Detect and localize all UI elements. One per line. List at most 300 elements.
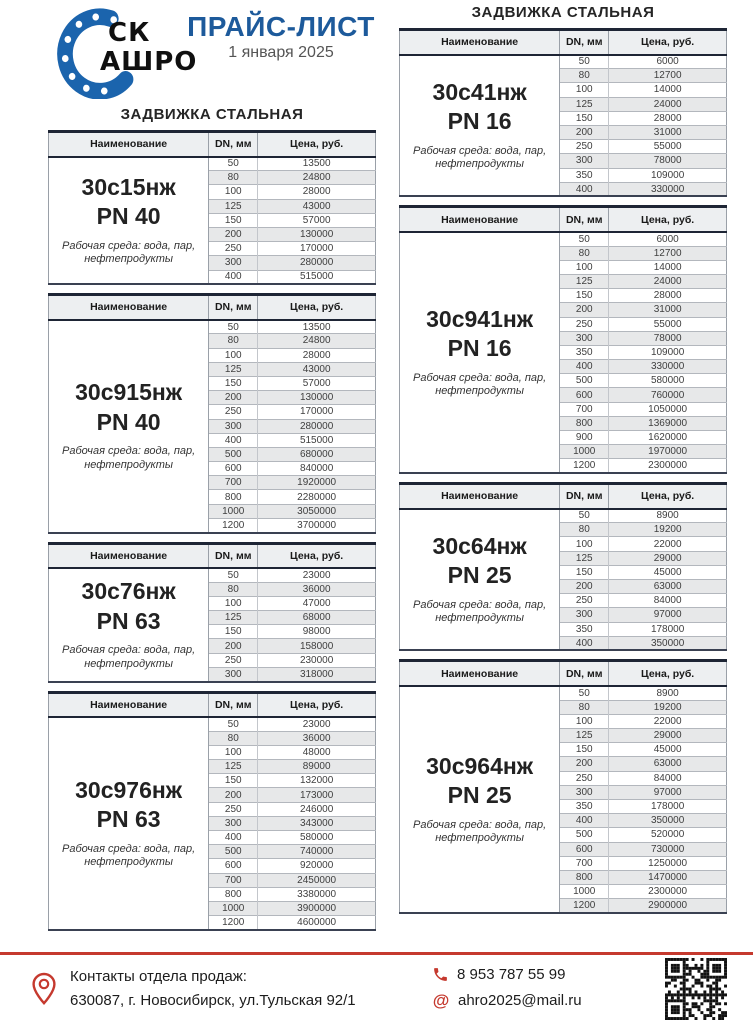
left-tables-container bbox=[48, 130, 376, 931]
phone-icon bbox=[432, 966, 449, 983]
price-cell: 1920000 bbox=[258, 476, 376, 490]
product-name-cell bbox=[400, 686, 560, 913]
table-header-row bbox=[400, 484, 727, 509]
price-cell: 97000 bbox=[609, 608, 727, 622]
table-header-dn: DN, мм bbox=[560, 484, 609, 509]
product-name: 30с941нж bbox=[426, 305, 534, 332]
dn-cell: 100 bbox=[209, 596, 258, 610]
dn-cell: 1200 bbox=[560, 899, 609, 913]
dn-cell: 200 bbox=[560, 125, 609, 139]
left-column bbox=[48, 3, 376, 939]
price-cell: 78000 bbox=[609, 154, 727, 168]
dn-cell: 100 bbox=[560, 83, 609, 97]
table-header-row bbox=[400, 207, 727, 232]
price-cell: 920000 bbox=[258, 859, 376, 873]
product-pn: PN 25 bbox=[447, 562, 512, 589]
price-cell: 19200 bbox=[609, 700, 727, 714]
price-cell: 350000 bbox=[609, 636, 727, 650]
price-cell: 330000 bbox=[609, 182, 727, 196]
product-pn: PN 16 bbox=[447, 335, 512, 362]
dn-cell: 400 bbox=[560, 360, 609, 374]
product-name-cell bbox=[400, 232, 560, 473]
product-note: Рабочая среда: вода, пар, нефтепродукты bbox=[413, 598, 547, 625]
dn-cell: 100 bbox=[560, 260, 609, 274]
price-cell: 8900 bbox=[609, 686, 727, 700]
price-table bbox=[399, 28, 727, 197]
price-cell: 12700 bbox=[609, 246, 727, 260]
price-cell: 2280000 bbox=[258, 490, 376, 504]
dn-cell: 50 bbox=[209, 320, 258, 334]
dn-cell: 250 bbox=[209, 405, 258, 419]
dn-cell: 200 bbox=[209, 227, 258, 241]
dn-cell: 50 bbox=[560, 55, 609, 69]
dn-cell: 800 bbox=[209, 887, 258, 901]
price-cell: 280000 bbox=[258, 256, 376, 270]
footer-phone-email bbox=[432, 963, 647, 1014]
table-header-dn: DN, мм bbox=[560, 207, 609, 232]
dn-cell: 50 bbox=[560, 509, 609, 523]
page-title: ПРАЙС-ЛИСТ bbox=[187, 11, 375, 42]
price-cell: 2300000 bbox=[609, 885, 727, 899]
price-cell: 45000 bbox=[609, 743, 727, 757]
price-table bbox=[399, 205, 727, 474]
dn-cell: 400 bbox=[209, 270, 258, 284]
price-cell: 14000 bbox=[609, 260, 727, 274]
price-cell: 13500 bbox=[258, 320, 376, 334]
dn-cell: 800 bbox=[560, 870, 609, 884]
document-header bbox=[48, 3, 376, 100]
price-cell: 24000 bbox=[609, 97, 727, 111]
table-header-name: Наименование bbox=[400, 661, 560, 686]
table-row bbox=[400, 509, 727, 523]
price-cell: 97000 bbox=[609, 785, 727, 799]
price-cell: 36000 bbox=[258, 582, 376, 596]
price-cell: 12700 bbox=[609, 69, 727, 83]
dn-cell: 400 bbox=[560, 814, 609, 828]
dn-cell: 80 bbox=[209, 334, 258, 348]
dn-cell: 700 bbox=[560, 856, 609, 870]
table-header-name: Наименование bbox=[49, 295, 209, 320]
dn-cell: 80 bbox=[560, 523, 609, 537]
dn-cell: 300 bbox=[560, 785, 609, 799]
dn-cell: 100 bbox=[560, 714, 609, 728]
price-cell: 28000 bbox=[609, 111, 727, 125]
product-name: 30с976нж bbox=[75, 776, 183, 803]
price-cell: 580000 bbox=[258, 831, 376, 845]
price-cell: 29000 bbox=[609, 729, 727, 743]
price-cell: 4600000 bbox=[258, 916, 376, 930]
dn-cell: 350 bbox=[560, 622, 609, 636]
product-note: Рабочая среда: вода, пар, нефтепродукты bbox=[413, 818, 547, 845]
dn-cell: 125 bbox=[209, 611, 258, 625]
product-note: Рабочая среда: вода, пар, нефтепродукты bbox=[62, 643, 196, 670]
price-cell: 1050000 bbox=[609, 402, 727, 416]
dn-cell: 1000 bbox=[209, 901, 258, 915]
price-cell: 22000 bbox=[609, 537, 727, 551]
dn-cell: 150 bbox=[209, 625, 258, 639]
dn-cell: 600 bbox=[209, 859, 258, 873]
dn-cell: 400 bbox=[209, 831, 258, 845]
dn-cell: 500 bbox=[209, 845, 258, 859]
table-header-price: Цена, руб. bbox=[258, 543, 376, 568]
price-cell: 2900000 bbox=[609, 899, 727, 913]
price-cell: 130000 bbox=[258, 227, 376, 241]
table-row bbox=[49, 568, 376, 582]
price-cell: 3380000 bbox=[258, 887, 376, 901]
price-cell: 280000 bbox=[258, 419, 376, 433]
price-cell: 2300000 bbox=[609, 459, 727, 473]
dn-cell: 80 bbox=[209, 582, 258, 596]
dn-cell: 200 bbox=[560, 757, 609, 771]
price-cell: 43000 bbox=[258, 199, 376, 213]
dn-cell: 1000 bbox=[560, 445, 609, 459]
price-cell: 2450000 bbox=[258, 873, 376, 887]
dn-cell: 400 bbox=[560, 636, 609, 650]
dn-cell: 250 bbox=[560, 140, 609, 154]
table-header-row bbox=[49, 543, 376, 568]
dn-cell: 300 bbox=[560, 154, 609, 168]
price-list-date: 1 января 2025 bbox=[228, 44, 334, 61]
price-cell: 57000 bbox=[258, 213, 376, 227]
price-cell: 29000 bbox=[609, 551, 727, 565]
dn-cell: 200 bbox=[209, 788, 258, 802]
dn-cell: 300 bbox=[209, 256, 258, 270]
dn-cell: 50 bbox=[209, 157, 258, 171]
price-cell: 28000 bbox=[258, 185, 376, 199]
product-pn: PN 40 bbox=[96, 408, 161, 435]
price-table bbox=[399, 659, 727, 914]
price-cell: 19200 bbox=[609, 523, 727, 537]
dn-cell: 80 bbox=[560, 246, 609, 260]
price-cell: 31000 bbox=[609, 125, 727, 139]
table-header-row bbox=[49, 692, 376, 717]
price-table bbox=[399, 482, 727, 651]
price-cell: 1369000 bbox=[609, 416, 727, 430]
dn-cell: 80 bbox=[560, 69, 609, 83]
price-cell: 3050000 bbox=[258, 504, 376, 518]
table-header-dn: DN, мм bbox=[209, 132, 258, 157]
price-cell: 24000 bbox=[609, 274, 727, 288]
table-header-price: Цена, руб. bbox=[609, 484, 727, 509]
product-name: 30с76нж bbox=[81, 578, 176, 605]
footer-contacts-block bbox=[30, 965, 432, 1012]
price-cell: 109000 bbox=[609, 168, 727, 182]
product-name-cell bbox=[400, 509, 560, 651]
dn-cell: 150 bbox=[560, 289, 609, 303]
dn-cell: 250 bbox=[209, 653, 258, 667]
dn-cell: 200 bbox=[209, 391, 258, 405]
price-cell: 515000 bbox=[258, 433, 376, 447]
product-name: 30с15нж bbox=[81, 173, 176, 200]
dn-cell: 600 bbox=[560, 842, 609, 856]
dn-cell: 125 bbox=[560, 551, 609, 565]
price-cell: 48000 bbox=[258, 745, 376, 759]
price-cell: 840000 bbox=[258, 462, 376, 476]
price-cell: 520000 bbox=[609, 828, 727, 842]
dn-cell: 700 bbox=[209, 476, 258, 490]
right-column bbox=[399, 3, 727, 922]
dn-cell: 350 bbox=[560, 799, 609, 813]
price-cell: 63000 bbox=[609, 580, 727, 594]
footer bbox=[0, 952, 753, 1024]
table-row bbox=[400, 686, 727, 700]
table-header-name: Наименование bbox=[400, 30, 560, 55]
dn-cell: 150 bbox=[209, 376, 258, 390]
dn-cell: 100 bbox=[209, 348, 258, 362]
table-header-price: Цена, руб. bbox=[609, 207, 727, 232]
logo-line1: СК bbox=[108, 18, 151, 48]
price-cell: 89000 bbox=[258, 760, 376, 774]
product-note: Рабочая среда: вода, пар, нефтепродукты bbox=[62, 842, 196, 869]
product-name-cell bbox=[49, 320, 209, 533]
price-cell: 318000 bbox=[258, 667, 376, 681]
table-header-dn: DN, мм bbox=[209, 295, 258, 320]
dn-cell: 50 bbox=[209, 717, 258, 731]
email-address[interactable]: ahro2025@mail.ru bbox=[458, 991, 582, 1009]
dn-cell: 500 bbox=[209, 447, 258, 461]
table-header-dn: DN, мм bbox=[560, 30, 609, 55]
table-header-row bbox=[400, 661, 727, 686]
table-header-price: Цена, руб. bbox=[258, 295, 376, 320]
table-header-price: Цена, руб. bbox=[258, 692, 376, 717]
product-note: Рабочая среда: вода, пар, нефтепродукты bbox=[413, 371, 547, 398]
price-cell: 28000 bbox=[258, 348, 376, 362]
price-cell: 98000 bbox=[258, 625, 376, 639]
dn-cell: 500 bbox=[560, 374, 609, 388]
price-cell: 178000 bbox=[609, 799, 727, 813]
dn-cell: 80 bbox=[209, 731, 258, 745]
price-cell: 173000 bbox=[258, 788, 376, 802]
dn-cell: 50 bbox=[560, 686, 609, 700]
dn-cell: 350 bbox=[560, 345, 609, 359]
price-cell: 109000 bbox=[609, 345, 727, 359]
dn-cell: 50 bbox=[560, 232, 609, 246]
product-name-cell bbox=[400, 55, 560, 197]
dn-cell: 250 bbox=[560, 771, 609, 785]
dn-cell: 500 bbox=[560, 828, 609, 842]
price-cell: 170000 bbox=[258, 242, 376, 256]
price-table bbox=[48, 542, 376, 683]
table-header-dn: DN, мм bbox=[209, 543, 258, 568]
price-cell: 63000 bbox=[609, 757, 727, 771]
price-cell: 24800 bbox=[258, 334, 376, 348]
dn-cell: 1000 bbox=[560, 885, 609, 899]
dn-cell: 125 bbox=[560, 97, 609, 111]
table-header-row bbox=[49, 295, 376, 320]
dn-cell: 200 bbox=[560, 303, 609, 317]
dn-cell: 350 bbox=[560, 168, 609, 182]
right-tables-container bbox=[399, 28, 727, 914]
location-pin-icon bbox=[30, 969, 58, 1009]
price-cell: 343000 bbox=[258, 816, 376, 830]
product-pn: PN 25 bbox=[447, 782, 512, 809]
price-cell: 47000 bbox=[258, 596, 376, 610]
product-name: 30с915нж bbox=[75, 379, 183, 406]
price-cell: 580000 bbox=[609, 374, 727, 388]
price-cell: 178000 bbox=[609, 622, 727, 636]
price-cell: 31000 bbox=[609, 303, 727, 317]
price-table bbox=[48, 691, 376, 931]
price-cell: 6000 bbox=[609, 232, 727, 246]
price-cell: 43000 bbox=[258, 362, 376, 376]
dn-cell: 1000 bbox=[209, 504, 258, 518]
dn-cell: 125 bbox=[560, 729, 609, 743]
at-icon: @ bbox=[432, 990, 450, 1010]
dn-cell: 800 bbox=[209, 490, 258, 504]
price-cell: 84000 bbox=[609, 594, 727, 608]
dn-cell: 150 bbox=[560, 111, 609, 125]
dn-cell: 300 bbox=[209, 419, 258, 433]
price-cell: 84000 bbox=[609, 771, 727, 785]
table-header-name: Наименование bbox=[49, 132, 209, 157]
dn-cell: 300 bbox=[209, 816, 258, 830]
email-row bbox=[432, 987, 647, 1014]
phone-row bbox=[432, 963, 647, 987]
price-cell: 68000 bbox=[258, 611, 376, 625]
table-row bbox=[49, 320, 376, 334]
product-pn: PN 63 bbox=[96, 607, 161, 634]
price-cell: 230000 bbox=[258, 653, 376, 667]
price-cell: 1250000 bbox=[609, 856, 727, 870]
section-heading-right: ЗАДВИЖКА СТАЛЬНАЯ bbox=[471, 4, 655, 21]
logo-text bbox=[100, 18, 198, 77]
product-pn: PN 63 bbox=[96, 806, 161, 833]
product-name: 30с64нж bbox=[432, 532, 527, 559]
price-cell: 130000 bbox=[258, 391, 376, 405]
dn-cell: 400 bbox=[560, 182, 609, 196]
dn-cell: 100 bbox=[209, 745, 258, 759]
price-cell: 23000 bbox=[258, 717, 376, 731]
dn-cell: 1200 bbox=[209, 518, 258, 532]
price-cell: 350000 bbox=[609, 814, 727, 828]
dn-cell: 250 bbox=[560, 317, 609, 331]
price-cell: 8900 bbox=[609, 509, 727, 523]
price-cell: 57000 bbox=[258, 376, 376, 390]
table-row bbox=[400, 232, 727, 246]
price-cell: 330000 bbox=[609, 360, 727, 374]
price-cell: 740000 bbox=[258, 845, 376, 859]
price-cell: 55000 bbox=[609, 317, 727, 331]
price-cell: 170000 bbox=[258, 405, 376, 419]
price-cell: 3900000 bbox=[258, 901, 376, 915]
dn-cell: 300 bbox=[560, 331, 609, 345]
dn-cell: 700 bbox=[209, 873, 258, 887]
dn-cell: 200 bbox=[560, 580, 609, 594]
product-name-cell bbox=[49, 568, 209, 682]
title-block bbox=[186, 3, 376, 62]
dn-cell: 100 bbox=[209, 185, 258, 199]
dn-cell: 125 bbox=[209, 199, 258, 213]
phone-number[interactable]: 8 953 787 55 99 bbox=[457, 965, 566, 983]
price-cell: 78000 bbox=[609, 331, 727, 345]
dn-cell: 50 bbox=[209, 568, 258, 582]
dn-cell: 700 bbox=[560, 402, 609, 416]
dn-cell: 125 bbox=[560, 274, 609, 288]
dn-cell: 1200 bbox=[560, 459, 609, 473]
company-logo bbox=[48, 3, 198, 99]
table-header-price: Цена, руб. bbox=[609, 661, 727, 686]
product-name-cell bbox=[49, 717, 209, 930]
price-cell: 1970000 bbox=[609, 445, 727, 459]
dn-cell: 900 bbox=[560, 431, 609, 445]
dn-cell: 250 bbox=[209, 242, 258, 256]
product-name-cell bbox=[49, 157, 209, 285]
price-cell: 246000 bbox=[258, 802, 376, 816]
price-cell: 132000 bbox=[258, 774, 376, 788]
logo-line2: АШРО bbox=[100, 47, 198, 77]
price-table bbox=[48, 130, 376, 285]
table-header-dn: DN, мм bbox=[209, 692, 258, 717]
product-name: 30с41нж bbox=[432, 78, 527, 105]
price-cell: 14000 bbox=[609, 83, 727, 97]
dn-cell: 125 bbox=[209, 362, 258, 376]
table-header-dn: DN, мм bbox=[560, 661, 609, 686]
table-header-name: Наименование bbox=[400, 484, 560, 509]
price-table bbox=[48, 293, 376, 533]
price-cell: 730000 bbox=[609, 842, 727, 856]
price-cell: 36000 bbox=[258, 731, 376, 745]
price-cell: 1620000 bbox=[609, 431, 727, 445]
dn-cell: 80 bbox=[560, 700, 609, 714]
table-header-name: Наименование bbox=[49, 692, 209, 717]
price-cell: 1470000 bbox=[609, 870, 727, 884]
price-cell: 13500 bbox=[258, 157, 376, 171]
table-header-row bbox=[400, 30, 727, 55]
price-cell: 680000 bbox=[258, 447, 376, 461]
dn-cell: 250 bbox=[560, 594, 609, 608]
dn-cell: 125 bbox=[209, 760, 258, 774]
dn-cell: 150 bbox=[209, 774, 258, 788]
price-cell: 6000 bbox=[609, 55, 727, 69]
dn-cell: 600 bbox=[560, 388, 609, 402]
footer-address-lines bbox=[70, 965, 356, 1012]
table-header-price: Цена, руб. bbox=[609, 30, 727, 55]
table-row bbox=[400, 55, 727, 69]
product-pn: PN 16 bbox=[447, 108, 512, 135]
contacts-address: 630087, г. Новосибирск, ул.Тульская 92/1 bbox=[70, 991, 356, 1009]
table-header-name: Наименование bbox=[400, 207, 560, 232]
table-header-price: Цена, руб. bbox=[258, 132, 376, 157]
dn-cell: 600 bbox=[209, 462, 258, 476]
price-cell: 28000 bbox=[609, 289, 727, 303]
dn-cell: 300 bbox=[209, 667, 258, 681]
table-header-name: Наименование bbox=[49, 543, 209, 568]
table-row bbox=[49, 157, 376, 171]
dn-cell: 1200 bbox=[209, 916, 258, 930]
price-cell: 22000 bbox=[609, 714, 727, 728]
product-note: Рабочая среда: вода, пар, нефтепродукты bbox=[62, 239, 196, 266]
dn-cell: 800 bbox=[560, 416, 609, 430]
dn-cell: 250 bbox=[209, 802, 258, 816]
contacts-title: Контакты отдела продаж: bbox=[70, 968, 247, 986]
price-cell: 515000 bbox=[258, 270, 376, 284]
dn-cell: 80 bbox=[209, 171, 258, 185]
product-note: Рабочая среда: вода, пар, нефтепродукты bbox=[413, 144, 547, 171]
product-note: Рабочая среда: вода, пар, нефтепродукты bbox=[62, 445, 196, 472]
dn-cell: 300 bbox=[560, 608, 609, 622]
dn-cell: 100 bbox=[560, 537, 609, 551]
price-cell: 760000 bbox=[609, 388, 727, 402]
dn-cell: 150 bbox=[560, 743, 609, 757]
price-cell: 24800 bbox=[258, 171, 376, 185]
product-name: 30с964нж bbox=[426, 752, 534, 779]
product-pn: PN 40 bbox=[96, 203, 161, 230]
table-header-row bbox=[49, 132, 376, 157]
price-cell: 45000 bbox=[609, 565, 727, 579]
dn-cell: 400 bbox=[209, 433, 258, 447]
dn-cell: 150 bbox=[209, 213, 258, 227]
dn-cell: 150 bbox=[560, 565, 609, 579]
